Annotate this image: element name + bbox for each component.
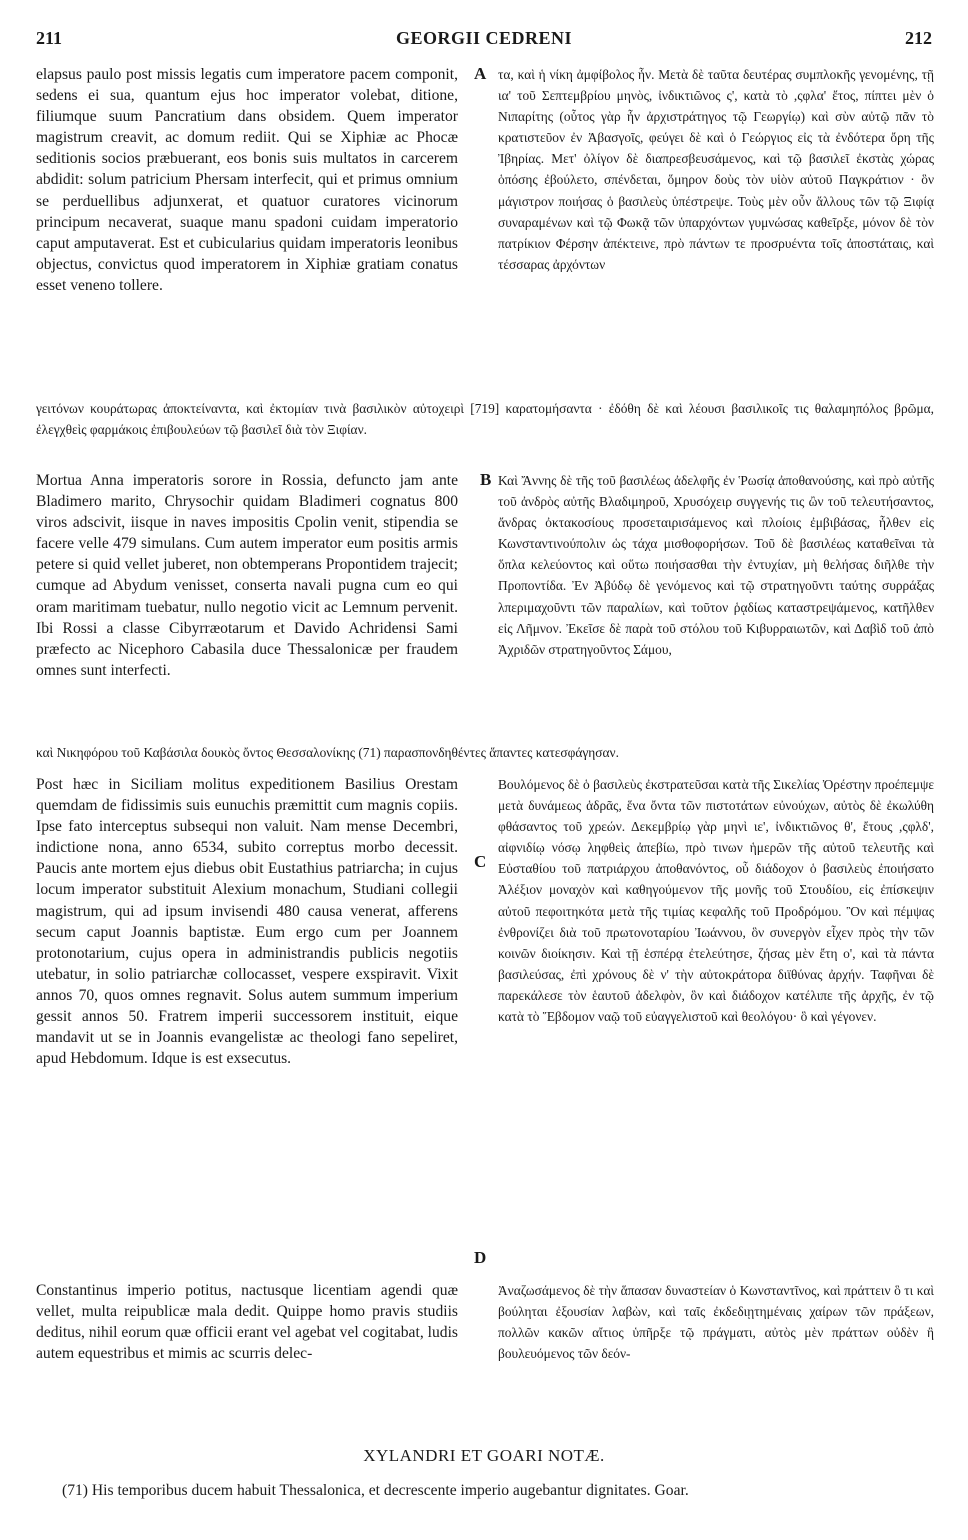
latin-column: Post hæc in Siciliam molitus expeditionem Basilius Orestam quemdam de fidissimis suis eunuchis præmittit cum magnis copiis. Ipse fato interceptus subsequi non valuit. Nam mense Decembri, indictione nona, anno 6534, subito correptus morbo decessit. Paucis ante mortem ejus diebus obit Eustathius patriarcha; in cujus locum imperator substituit Alexium monachum, Studiani collegii magistrum, qui ad ipsum invisendi 480 causa venerat, afferens secum caput Joannis baptistæ. Eum ergo cum per Joannem protonotarium, cujus opera in administrandis publicis negotiis utebatur, in solio patriarchæ collocasset, vespere exspiravit. Vixit annos 70, quos omnes regnavit. Solus autem summum imperium gessit annos 50. Fratrem imperii successorem instituit, eique mandavit ut se in Joannis evangelistæ ac theologi fano sepeliret, apud Hebdomum. Idque is est exsecutus.	[36, 776, 458, 1068]
greek-column: τα, καὶ ἡ νίκη ἀμφίβολος ἦν. Μετὰ δὲ ταῦτα δευτέρας συμπλοκῆς γενομένης, τῇ ια' τοῦ Σεπτεμβρίου μηνὸς, ἰνδικτιῶνος ς', κατὰ τὸ ,ςφλα' ἔτος, πίπτει μὲν ὁ Νιπαρίτης (οὗτος γὰρ ἦν ἀρχιστράτηγος τῷ Γεωργίῳ) καὶ σὺν αὐτῷ πᾶν τὸ κρατιστεῦον ἐν Ἀβασγοῖς, φεύγει δὲ καὶ ὁ Γεώργιος εἰς τὰ ἐνδότερα ὄρη τῆς Ἰβηρίας. Μετ' ὀλίγον δὲ διαπρεσβευσάμενος, καὶ τῷ βασιλεῖ ἐκστὰς χώρας ὁπόσης ἐβούλετο, σπένδεται, ὅμηρον δοὺς τὸν υἱὸν αὐτοῦ Παγκράτιον · ὃν μάγιστρον ποιήσας ὁ βασιλεὺς ὑπέστρεψε. Τοὺς μὲν οὖν ἄλλους τῶν τῷ Ξιφίᾳ συναραμένων καὶ τῷ Φωκᾷ τῶν ὑπαρχόντων γυμνώσας καθεῖρξε, μόνον δὲ τὸν πατρίκιον Φέρσην ἀπέκτεινε, πρὸ πάντων τε προσρυέντα τοῖς ἀποστάταις, καὶ τέσσαρας ἀρχόντων	[498, 67, 934, 272]
latin-column: Mortua Anna imperatoris sorore in Rossia, defuncto jam ante Bladimero marito, Chrysochir quidam Bladimeri cognatus 800 viros adscivit, iisque in naves impositis Cpolin venit, stipendia se facere velle 479 simulans. Cum autem imperator eum positis armis petere si quid vellet juberet, non obtemperans Propontidem trajecit; cumque ad Abydum venisset, conserta navali pugna cum eo qui oram maritimam tuebatur, nullo negotio vicit ac Lemnum pervenit. Ibi Rossi a classe Cibyrræotarum et Davido Achridensi Sami præfecto ac Nicephoro Cabasila duce Thessalonicæ per fraudem omnes sunt interfecti.	[36, 472, 458, 679]
greek-column: Καὶ Ἄννης δὲ τῆς τοῦ βασιλέως ἀδελφῆς ἐν Ῥωσίᾳ ἀποθανούσης, καὶ πρὸ αὐτῆς τοῦ ἀνδρὸς αὐτῆς Βλαδιμηροῦ, Χρυσόχειρ συγγενής τις ὢν τοῦ τελευτήσαντος, ἄνδρας ὀκτακοσίους προσεταιρισάμενος καὶ πλοίοις ἐμβιβάσας, ἦλθεν εἰς Κωνσταντινούπολιν ὡς τάχα μισθοφορήσων. Τοῦ δὲ βασιλέως καταθεῖναι τὰ ὅπλα κελεύοντος καὶ οὕτω ποιήσασθαι τὴν ἐντυχίαν, μὴ θελήσας διῆλθε τὴν Προποντίδα. Ἐν Ἀβύδῳ δὲ γενόμενος καὶ τῷ στρατηγοῦντι ταύτης συρράξας λπεριμαχοῦντι τῶν παραλίων, καὶ τοῦτον ῥᾳδίως καταστρεψάμενος, κατῆλθεν εἰς Λῆμνον. Ἐκεῖσε δὲ παρὰ τοῦ στόλου τοῦ Κιβυρραιωτῶν, καὶ Δαβὶδ τοῦ ἀπὸ Ἀχριδῶν στρατηγοῦντος Σάμου,	[498, 473, 934, 657]
running-header	[36, 28, 932, 52]
notes-heading: XYLANDRI ET GOARI NOTÆ.	[363, 1446, 605, 1465]
page-number-right: 212	[905, 28, 932, 48]
greek-full-width-text: γειτόνων κουράτωρας ἀποκτείναντα, καὶ ἐκτομίαν τινὰ βασιλικὸν αὐτοχειρὶ [719] καρατομήσαντα · ἐδόθη δὲ καὶ λέουσι βασιλικοῖς τις θαλαμηπόλος βρῶμα, ἐλεγχθεὶς φαρμάκοις ἐπιβουλεύων τῷ βασιλεῖ διὰ τὸν Ξιφίαν.	[36, 401, 934, 438]
section-d	[36, 1248, 934, 1424]
section-a	[36, 64, 934, 466]
greek-full-width-text: καὶ Νικηφόρου τοῦ Καβάσιλα δουκὸς ὄντος Θεσσαλονίκης (71) παρασπονδηθέντες ἅπαντες κατεσφάγησαν.	[36, 745, 619, 760]
section-c	[36, 774, 934, 1276]
footnote-71: (71) His temporibus ducem habuit Thessalonica, et decrescente imperio augebantur dignitates. Goar.	[62, 1482, 689, 1499]
latin-column: Constantinus imperio potitus, nactusque licentiam agendi quæ vellet, multa reipublicæ mala dedit. Quippe homo pravis studiis deditus, nihil eorum quæ officii erant vel agebat vel cogitabat, ludis autem equestribus et mimis ac scurris delec-	[36, 1282, 458, 1363]
page-number-left: 211	[36, 28, 63, 48]
margin-letter-c: C	[474, 852, 487, 871]
margin-letter-b: B	[480, 470, 492, 489]
greek-column: Βουλόμενος δὲ ὁ βασιλεὺς ἐκστρατεῦσαι κατὰ τῆς Σικελίας Ὀρέστην προέπεμψε μετὰ δυνάμεως ἁδρᾶς, ἕνα ὄντα τῶν πιστοτάτων εὐνούχων, αὐτὸς δὲ ἐκωλύθη φθάσαντος τοῦ χρεών. Δεκεμβρίῳ γὰρ μηνὶ ιε', ἰνδικτιῶνος θ', ἔτους ,ςφλδ', αἰφνιδίῳ νόσῳ ληφθεὶς ἀπεβίω, πρὸ τινων ἡμερῶν τῆς αὐτοῦ τελευτῆς καὶ Εὐσταθίου τοῦ πατριάρχου ἀποθανόντος, οὗ διάδοχον ὁ βασιλεὺς ἐποιήσατο Ἀλέξιον μοναχὸν καὶ καθηγούμενον τῆς μονῆς τοῦ Στουδίου, εἰς ἐπίσκεψιν αὐτοῦ πεφοιτηκότα μετὰ τῆς τιμίας κεφαλῆς τοῦ Προδρόμου. Ὃν καὶ πέμψας ἐνθρονίζει διὰ τοῦ πρωτονοταρίου Ἰωάννου, ὃν συνεργὸν εἶχεν πρὸς τὴν τῶν κοινῶν διοίκησιν. Καὶ τῇ ἑσπέρᾳ ἐτελεύτησε, ζήσας μὲν ἔτη ο', καὶ τὰ πάντα βασιλεύσας, ἐπὶ χρόνους δὲ ν' τὴν αὐτοκράτορα διϊθύνας ἀρχήν. Ταφῆναι δὲ παρεκάλεσε τὸν ἑαυτοῦ ἀδελφὸν, ὃν καὶ διάδοχον κατέλιπε τῆς ἀρχῆς, ἐν τῷ κατὰ τὸ Ἕβδομον ναῷ τοῦ εὐαγγελιστοῦ καὶ θεολόγου· ὃ καὶ γέγονεν.	[498, 777, 934, 1025]
running-title: GEORGII CEDRENI	[395, 28, 573, 48]
margin-letter-a: A	[474, 64, 487, 83]
margin-letter-d: D	[474, 1248, 487, 1267]
latin-column: elapsus paulo post missis legatis cum imperatore pacem componit, sedens ei sua, quantum ejus hoc imperator volebat, ditione, filiumque suum Pancratium dans obsidem. Quem imperator magistrum creavit, ac domum rediit. Qui se Xiphiæ ac Phocæ seditionis socios præbuerant, eos bonis suis multatos in carcerem abdidit: solum patricium Phersam interfecit, qui et primus omnium se perduellibus adjunxerat, et quatuor curatores vicinorum principum necaverat, suaque manu spadoni cuidam imperatorio caput amputaverat. Est et cubicularius quidam imperatoris leonibus objectus, convictus quod imperatorem in Xiphiæ gratiam conatus esset veneno tollere.	[36, 66, 458, 294]
section-b	[36, 470, 934, 768]
greek-column: Ἀναζωσάμενος δὲ τὴν ἅπασαν δυναστείαν ὁ Κωνσταντῖνος, καὶ πράττειν ὃ τι καὶ βούληται ἐξουσίαν λαβὼν, καὶ ταῖς ἐκδεδιῃτημέναις χαίρων τῶν πράξεων, πολλῶν κακῶν αἴτιος ὑπῆρξε τῷ πράγματι, αὐτὸς μὲν πράττων οὐδὲν ἢ βουλευόμενος τῶν δεόν-	[498, 1283, 934, 1362]
